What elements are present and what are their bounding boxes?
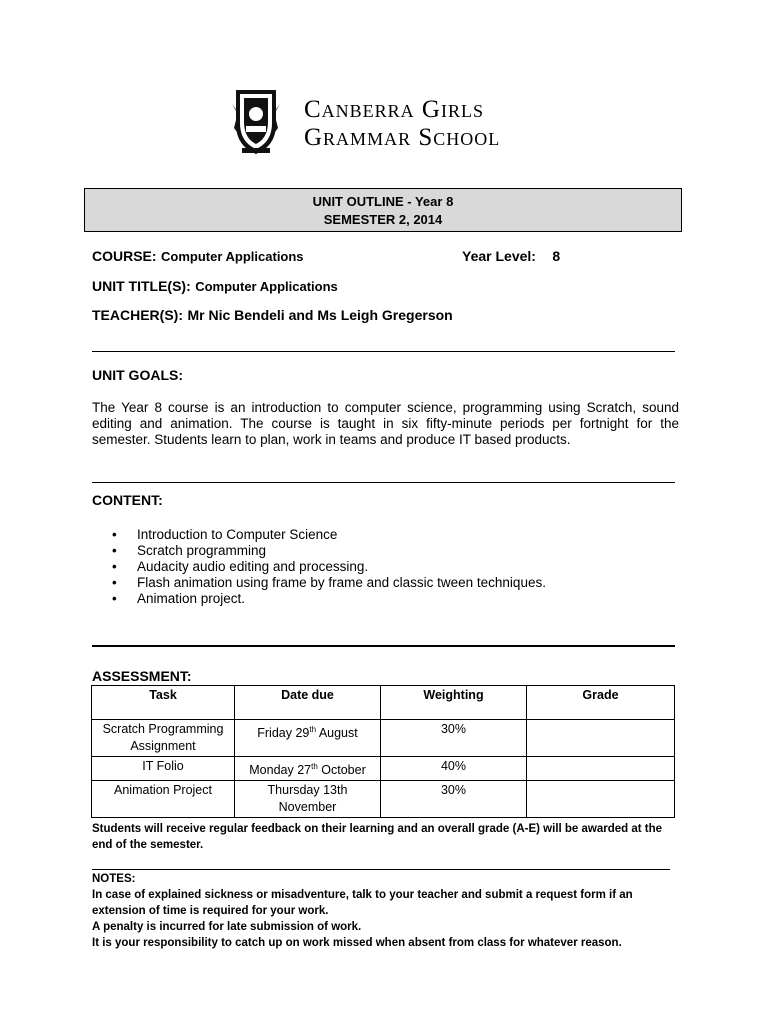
unit-outline-title: UNIT OUTLINE - Year 8 SEMESTER 2, 2014 [84,188,682,232]
year-level: Year Level: 8 [462,248,561,264]
note-line: A penalty is incurred for late submission of work. [92,921,362,933]
teacher-row: TEACHER(S): Mr Nic Bendeli and Ms Leigh Gregerson [92,307,453,323]
list-item: • Scratch programming [92,543,672,559]
list-item: • Flash animation using frame by frame and classic tween techniques. [92,575,672,591]
task-cell: IT Folio [92,757,235,781]
unit-goals-text: The Year 8 course is an introduction to computer science, programming using Scratch, sound editing and animation. The course is taught in six fifty-minute periods per fortnight for the semester. Students learn to plan, work in teams and produce IT based products. [92,400,679,447]
unit-goals-heading: UNIT GOALS: [92,367,183,383]
divider [92,482,675,483]
notes-section [92,871,682,951]
column-header: Weighting [381,686,527,720]
weight-cell: 30% [381,720,527,757]
content-heading: CONTENT: [92,492,163,508]
table-row [92,781,675,818]
column-header: Grade [527,686,675,720]
note-line: In case of explained sickness or misadventure, talk to your teacher and submit a request form if an extension of time is required for your work. [92,889,633,917]
school-crest-logo [230,84,282,156]
content-list [92,527,672,607]
date-cell: Friday 29th August [235,720,381,757]
grade-cell [527,720,675,757]
school-name: Canberra Girls Grammar School [304,96,501,151]
table-row [92,757,675,781]
column-header: Date due [235,686,381,720]
table-row [92,720,675,757]
date-cell: Monday 27th October [235,757,381,781]
list-item: • Animation project. [92,591,672,607]
weight-cell: 30% [381,781,527,818]
grade-cell [527,781,675,818]
course-row: COURSE: Computer Applications [92,248,304,264]
unit-title-row: UNIT TITLE(S): Computer Applications [92,278,338,294]
divider [92,645,675,647]
divider [92,869,670,870]
weight-cell: 40% [381,757,527,781]
assessment-footnote: Students will receive regular feedback on their learning and an overall grade (A-E) will be awarded at the end of the semester. [92,823,663,851]
list-item: • Introduction to Computer Science [92,527,672,543]
task-cell: Animation Project [92,781,235,818]
assessment-table [91,685,675,818]
list-item: • Audacity audio editing and processing. [92,559,672,575]
date-cell: Thursday 13th November [235,781,381,818]
grade-cell [527,757,675,781]
assessment-heading: ASSESSMENT: [92,668,192,684]
notes-heading: NOTES: [92,873,136,885]
task-cell: Scratch Programming Assignment [92,720,235,757]
divider [92,351,675,352]
table-header-row [92,686,675,720]
column-header: Task [92,686,235,720]
note-line: It is your responsibility to catch up on work missed when absent from class for whatever reason. [92,937,622,949]
